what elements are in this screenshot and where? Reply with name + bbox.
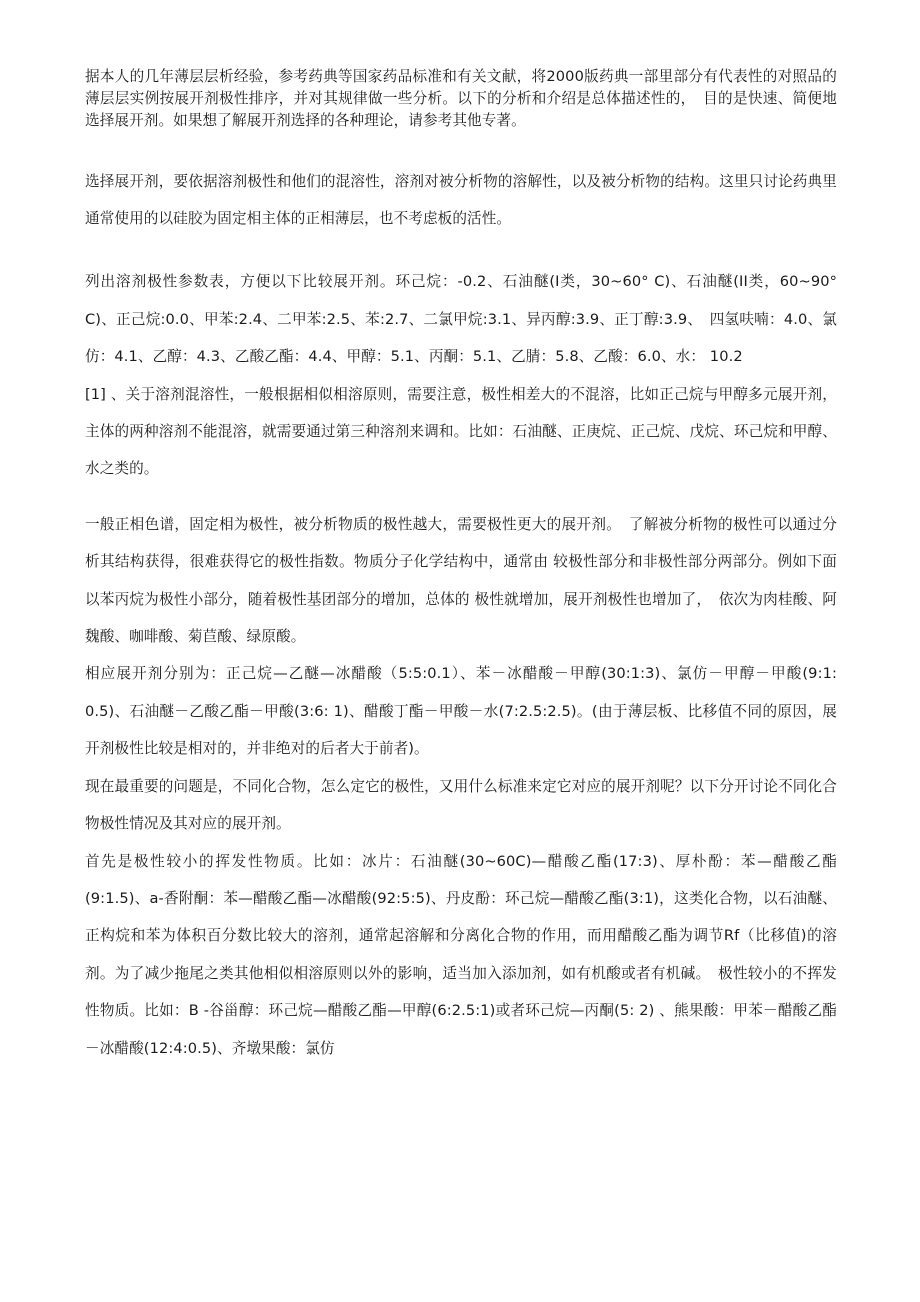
paragraph-spacer — [85, 488, 837, 506]
paragraph-key-question: 现在最重要的问题是，不同化合物，怎么定它的极性，又用什么标准来定它对应的展开剂呢？以下分开讨论不同化合物极性情况及其对应的展开剂。 — [85, 777, 837, 833]
paragraph-intro: 据本人的几年薄层层析经验，参考药典等国家药品标准和有关文献，将2000版药典一部里部分有代表性的对照品的薄层层实例按展开剂极性排序，并对其规律做一些分析。以下的分析和介绍是总体描述性的， 目的是快速、简便地选择展开剂。如果想了解展开剂选择的各种理论，请参考其他专著。 — [85, 68, 837, 130]
paragraph-polarity-table: 列出溶剂极性参数表，方便以下比较展开剂。环己烷：-0.2、石油醚(I类，30~60° C)、石油醚(II类，60~90° C)、正己烷:0.0、甲苯:2.4、二甲苯:2.5、苯:2.7、二氯甲烷:3.1、异丙醇:3.9、正丁醇:3.9、 四氢呋喃：4.0、氯仿：4.1、乙醇：4.3、乙酸乙酯：4.4、甲醇：5.1、丙酮：5.1、乙腈：5.8、乙酸：6.0、水： 10.2 — [85, 273, 837, 366]
paragraph-spacer — [85, 237, 837, 263]
paragraph-volatile-low-polarity: 首先是极性较小的挥发性物质。比如：冰片：石油醚(30~60C)—醋酸乙酯(17:3)、厚朴酚：苯—醋酸乙酯(9:1.5)、a-香附酮：苯—醋酸乙酯—冰醋酸(92:5:5)、丹皮酚：环己烷—醋酸乙酯(3:1)，这类化合物，以石油醚、正构烷和苯为体积百分数比较大的溶剂，通常起溶解和分离化合物的作用，而用醋酸乙酯为调节Rf（比移值)的溶剂。为了减少拖尾之类其他相似相溶原则以外的影响，适当加入添加剂，如有机酸或者有机碱。 极性较小的不挥发性物质。比如：B -谷甾醇：环己烷—醋酸乙酯—甲醇(6:2.5:1)或者环己烷—丙酮(5: 2) 、熊果酸：甲苯－醋酸乙酯－冰醋酸(12:4:0.5)、齐墩果酸：氯仿 — [85, 852, 837, 1057]
paragraph-solvent-selection: 选择展开剂，要依据溶剂极性和他们的混溶性，溶剂对被分析物的溶解性，以及被分析物的结构。这里只讨论药典里通常使用的以硅胶为固定相主体的正相薄层，也不考虑板的活性。 — [85, 172, 837, 228]
paragraph-miscibility: [1] 、关于溶剂混溶性，一般根据相似相溶原则，需要注意，极性相差大的不混溶，比如正己烷与甲醇多元展开剂，主体的两种溶剂不能混溶，就需要通过第三种溶剂来调和。比如：石油醚、正庚烷、正己烷、戊烷、环己烷和甲醇、水之类的。 — [85, 385, 837, 478]
paragraph-corresponding-solvents: 相应展开剂分别为：正己烷—乙醚—冰醋酸（5:5:0.1）、苯－冰醋酸－甲醇(30:1:3)、氯仿－甲醇－甲酸(9:1: 0.5)、石油醚－乙酸乙酯－甲酸(3:6: 1)、醋酸丁酯－甲酸－水(7:2.5:2.5)。(由于薄层板、比移值不同的原因，展开剂极性比较是相对的，并非绝对的后者大于前者)。 — [85, 665, 837, 758]
paragraph-normal-phase: 一般正相色谱，固定相为极性，被分析物质的极性越大，需要极性更大的展开剂。 了解被分析物的极性可以通过分析其结构获得，很难获得它的极性指数。物质分子化学结构中，通常由 较极性部分和非极性部分两部分。例如下面以苯丙烷为极性小部分，随着极性基团部分的增加，总体的 极性就增加，展开剂极性也增加了， 依次为肉桂酸、阿魏酸、咖啡酸、菊苣酸、绿原酸。 — [85, 515, 837, 646]
document-text-body — [85, 66, 837, 1067]
